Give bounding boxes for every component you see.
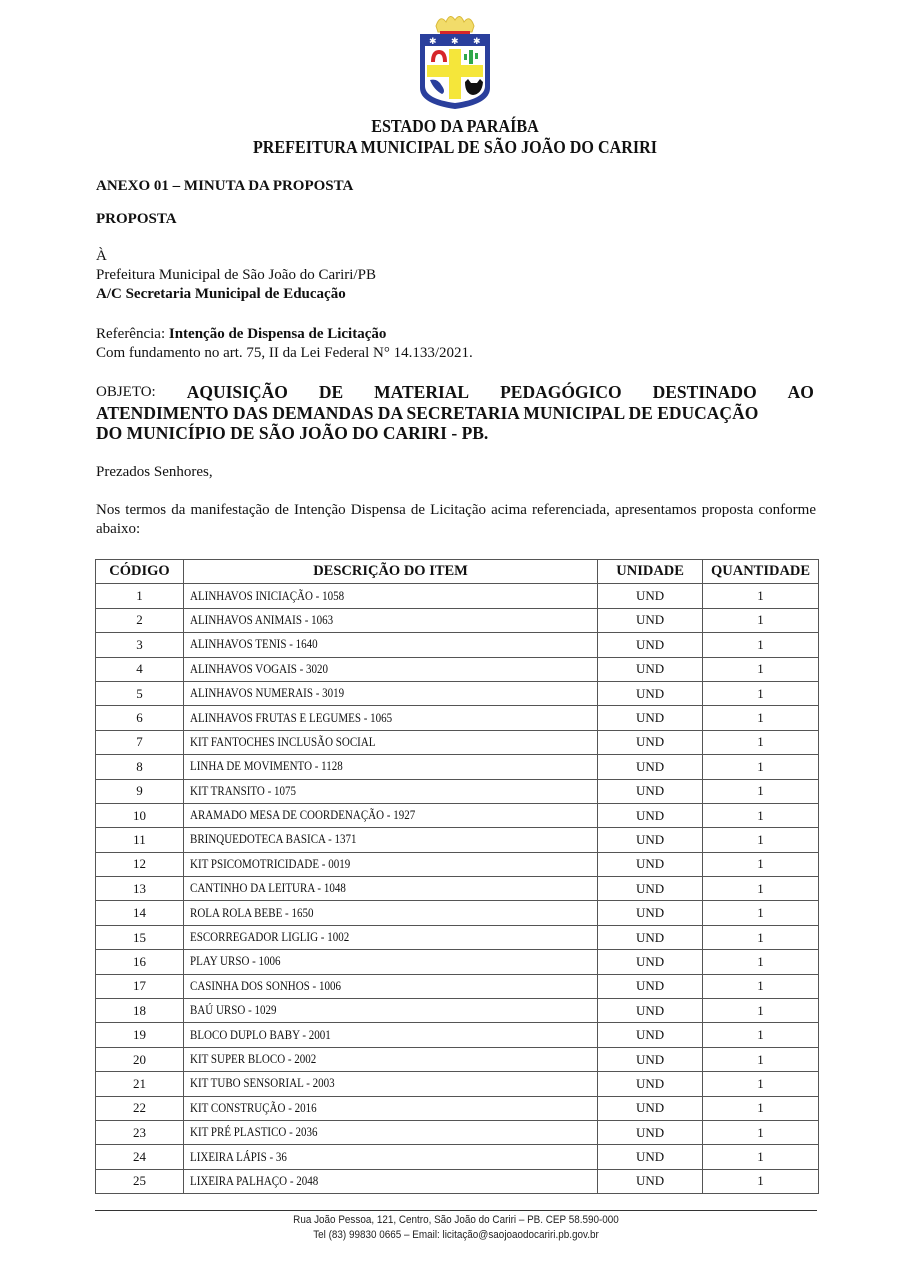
row-description [183,755,597,779]
object-word: DE [318,382,344,402]
table-row [96,1072,819,1096]
row-code: 23 [96,1120,184,1144]
row-unit: UND [598,1072,703,1096]
state-name: ESTADO DA PARAÍBA [371,116,539,136]
row-description-text: LIXEIRA PALHAÇO - 2048 [189,1173,319,1188]
row-description-text: LIXEIRA LÁPIS - 36 [189,1149,287,1164]
row-quantity: 1 [703,1047,819,1071]
row-description-text: LINHA DE MOVIMENTO - 1128 [189,759,343,774]
row-unit: UND [598,1145,703,1169]
row-code: 20 [96,1047,184,1071]
document-header [0,116,900,158]
table-body [96,584,819,1194]
row-code: 8 [96,755,184,779]
row-description [183,1145,597,1169]
row-quantity: 1 [703,730,819,754]
row-quantity: 1 [703,1169,819,1193]
object-word: PEDAGÓGICO [500,382,622,402]
table-row [96,1145,819,1169]
row-code: 10 [96,803,184,827]
table-row [96,681,819,705]
row-code: 9 [96,779,184,803]
row-unit: UND [598,584,703,608]
row-quantity: 1 [703,657,819,681]
row-description [183,706,597,730]
svg-text:✱: ✱ [451,36,459,46]
row-description-text: CANTINHO DA LEITURA - 1048 [189,881,346,896]
row-description-text: ROLA ROLA BEBE - 1650 [189,905,314,920]
row-code: 22 [96,1096,184,1120]
row-code: 24 [96,1145,184,1169]
row-code: 18 [96,999,184,1023]
row-unit: UND [598,706,703,730]
row-description [183,925,597,949]
row-description-text: KIT PRÉ PLASTICO - 2036 [189,1125,318,1140]
header-quantidade: QUANTIDADE [703,560,819,584]
row-quantity: 1 [703,608,819,632]
row-description [183,1023,597,1047]
object-word: DESTINADO [652,382,757,402]
reference-block [96,325,473,363]
table-row [96,803,819,827]
header-codigo: CÓDIGO [96,560,184,584]
row-description [183,828,597,852]
row-description-text: KIT SUPER BLOCO - 2002 [189,1052,317,1066]
row-description [183,1072,597,1096]
row-quantity: 1 [703,779,819,803]
row-description-text: BLOCO DUPLO BABY - 2001 [189,1027,331,1042]
coat-of-arms-icon [416,12,494,112]
row-code: 3 [96,633,184,657]
row-unit: UND [598,852,703,876]
row-description-text: ALINHAVOS NUMERAIS - 3019 [189,686,344,701]
row-quantity: 1 [703,828,819,852]
row-description [183,681,597,705]
row-description-text: KIT CONSTRUÇÃO - 2016 [189,1100,317,1115]
row-description-text: ALINHAVOS INICIAÇÃO - 1058 [189,588,344,603]
row-unit: UND [598,633,703,657]
row-code: 6 [96,706,184,730]
table-row [96,852,819,876]
row-code: 21 [96,1072,184,1096]
row-quantity: 1 [703,584,819,608]
row-code: 19 [96,1023,184,1047]
municipality-name: PREFEITURA MUNICIPAL DE SÃO JOÃO DO CARIRI [252,137,658,157]
row-code: 5 [96,681,184,705]
row-quantity: 1 [703,1145,819,1169]
greeting: Prezados Senhores, [96,464,213,480]
row-code: 2 [96,608,184,632]
table-row [96,755,819,779]
table-row [96,1023,819,1047]
row-description [183,779,597,803]
row-description-text: KIT TRANSITO - 1075 [189,783,296,798]
row-quantity: 1 [703,974,819,998]
object-word: MATERIAL [374,382,470,402]
table-row [96,950,819,974]
object-line-1 [96,382,814,403]
row-unit: UND [598,730,703,754]
row-unit: UND [598,974,703,998]
row-unit: UND [598,608,703,632]
row-description-text: KIT FANTOCHES INCLUSÃO SOCIAL [189,734,376,749]
table-row [96,633,819,657]
row-description [183,1096,597,1120]
footer-address: Rua João Pessoa, 121, Centro, São João do Cariri – PB. CEP 58.590-000 [293,1214,619,1226]
table-row [96,999,819,1023]
row-description [183,584,597,608]
row-description-text: KIT PSICOMOTRICIDADE - 0019 [189,856,351,871]
row-unit: UND [598,1120,703,1144]
page-footer [95,1213,817,1243]
row-unit: UND [598,877,703,901]
annex-title: ANEXO 01 – MINUTA DA PROPOSTA [96,178,354,194]
row-quantity: 1 [703,852,819,876]
table-row [96,901,819,925]
row-quantity: 1 [703,1120,819,1144]
table-header-row [96,560,819,584]
to-label: À [96,248,107,264]
row-unit: UND [598,999,703,1023]
footer-divider [95,1210,817,1211]
object-block [96,382,814,444]
row-code: 13 [96,877,184,901]
proposal-title: PROPOSTA [96,211,177,227]
row-description [183,657,597,681]
row-unit: UND [598,1023,703,1047]
row-unit: UND [598,755,703,779]
row-description [183,877,597,901]
row-description-text: BRINQUEDOTECA BASICA - 1371 [189,832,357,847]
row-unit: UND [598,1096,703,1120]
object-word: AO [787,382,814,402]
row-description-text: ESCORREGADOR LIGLIG - 1002 [189,930,350,945]
row-quantity: 1 [703,901,819,925]
row-code: 17 [96,974,184,998]
table-row [96,974,819,998]
row-quantity: 1 [703,706,819,730]
row-quantity: 1 [703,950,819,974]
row-description-text: KIT TUBO SENSORIAL - 2003 [189,1076,335,1091]
row-quantity: 1 [703,877,819,901]
row-description [183,999,597,1023]
row-description-text: ALINHAVOS TENIS - 1640 [189,637,318,652]
row-description-text: ALINHAVOS FRUTAS E LEGUMES - 1065 [189,710,392,725]
row-unit: UND [598,901,703,925]
recipient: Prefeitura Municipal de São João do Cariri/PB [96,267,376,283]
table-row [96,730,819,754]
row-description [183,608,597,632]
row-code: 16 [96,950,184,974]
row-description [183,730,597,754]
row-unit: UND [598,950,703,974]
table-row [96,925,819,949]
row-quantity: 1 [703,803,819,827]
row-quantity: 1 [703,1072,819,1096]
addressee-block [96,247,376,304]
row-description-text: BAÚ URSO - 1029 [189,1003,277,1018]
row-code: 1 [96,584,184,608]
table-row [96,1047,819,1071]
row-quantity: 1 [703,633,819,657]
attention-line: A/C Secretaria Municipal de Educação [96,286,346,302]
row-description [183,1120,597,1144]
row-code: 25 [96,1169,184,1193]
object-word: AQUISIÇÃO [186,382,288,402]
row-unit: UND [598,828,703,852]
table-row [96,877,819,901]
header-unidade: UNIDADE [598,560,703,584]
row-description [183,901,597,925]
row-unit: UND [598,803,703,827]
object-label: OBJETO: [96,384,156,400]
items-table [95,559,819,1194]
row-description [183,852,597,876]
row-unit: UND [598,1169,703,1193]
row-quantity: 1 [703,999,819,1023]
object-line-3: DO MUNICÍPIO DE SÃO JOÃO DO CARIRI - PB. [96,423,489,443]
reference-value: Intenção de Dispensa de Licitação [168,326,387,342]
header-descricao: DESCRIÇÃO DO ITEM [183,560,597,584]
row-description [183,1169,597,1193]
row-unit: UND [598,657,703,681]
row-description-text: CASINHA DOS SONHOS - 1006 [189,978,341,993]
footer-contact: Tel (83) 99830 0665 – Email: licitação@saojoaodocariri.pb.gov.br [313,1229,599,1241]
row-unit: UND [598,1047,703,1071]
table-row [96,1169,819,1193]
row-description-text: PLAY URSO - 1006 [189,954,281,969]
row-code: 15 [96,925,184,949]
table-row [96,657,819,681]
row-description [183,950,597,974]
row-unit: UND [598,925,703,949]
row-unit: UND [598,779,703,803]
reference-label: Referência: [96,326,169,342]
row-code: 14 [96,901,184,925]
row-code: 4 [96,657,184,681]
row-description [183,633,597,657]
row-description [183,803,597,827]
table-row [96,706,819,730]
svg-text:✱: ✱ [429,36,437,46]
row-code: 7 [96,730,184,754]
row-description-text: ARAMADO MESA DE COORDENAÇÃO - 1927 [189,808,416,823]
row-description-text: ALINHAVOS ANIMAIS - 1063 [189,612,333,627]
table-row [96,608,819,632]
row-code: 12 [96,852,184,876]
row-description-text: ALINHAVOS VOGAIS - 3020 [189,661,328,676]
row-quantity: 1 [703,925,819,949]
legal-basis: Com fundamento no art. 75, II da Lei Federal N° 14.133/2021. [96,345,473,361]
row-description [183,974,597,998]
table-row [96,584,819,608]
table-row [96,779,819,803]
row-quantity: 1 [703,1023,819,1047]
intro-paragraph: Nos termos da manifestação de Intenção Dispensa de Licitação acima referenciada, apresentamos proposta conforme abaixo: [96,502,816,537]
table-row [96,1096,819,1120]
table-row [96,828,819,852]
row-quantity: 1 [703,681,819,705]
svg-text:✱: ✱ [473,36,481,46]
row-quantity: 1 [703,1096,819,1120]
row-quantity: 1 [703,755,819,779]
object-line-2: ATENDIMENTO DAS DEMANDAS DA SECRETARIA MUNICIPAL DE EDUCAÇÃO [96,402,759,423]
row-unit: UND [598,681,703,705]
row-code: 11 [96,828,184,852]
row-description [183,1047,597,1071]
table-row [96,1120,819,1144]
